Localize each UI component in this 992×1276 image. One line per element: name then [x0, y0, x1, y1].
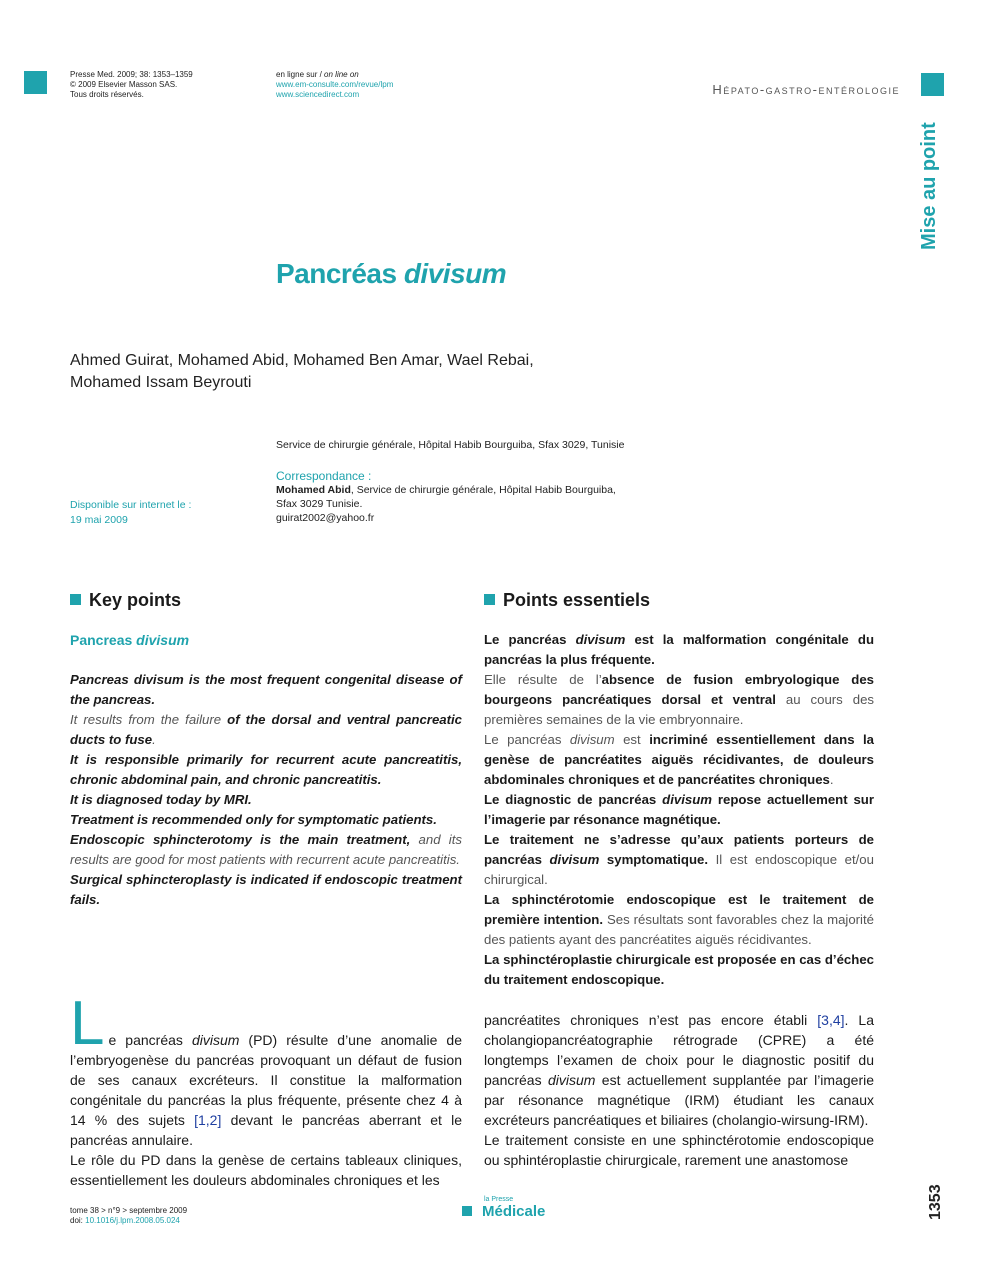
body-paragraph-3	[484, 1010, 874, 1130]
point-essentiel-7: La sphinctéroplastie chirurgicale est proposée en cas d’échec du traitement endoscopique.	[484, 952, 874, 987]
article-title	[276, 258, 506, 290]
key-point-6	[70, 830, 462, 870]
pe-2b: absence de fusion embryologique des bourgeons pancréatiques dorsal et ventral	[484, 672, 874, 707]
body-3b: . La cholangiopancréatographie rétrograde (CPRE) a été longtemps l’examen de choix pour le diagnostic positif du pancréas	[484, 1012, 874, 1088]
key-points-subtitle-plain: Pancreas	[70, 632, 133, 648]
body-paragraph-1	[70, 989, 462, 1150]
online-label-en: on line on	[324, 70, 359, 79]
pe-1b: divisum	[575, 632, 626, 647]
point-essentiel-6	[484, 890, 874, 950]
point-essentiel-3	[484, 730, 874, 790]
logo-small-text: la Presse	[484, 1196, 514, 1203]
logo-square-icon	[462, 1206, 472, 1216]
key-point-2a: It results from the failure	[70, 712, 222, 727]
journal-reference	[70, 70, 250, 100]
online-label: en ligne sur /	[276, 70, 322, 79]
key-point-6a: Endoscopic sphincterotomy is the main treatment,	[70, 832, 411, 847]
journal-rights: Tous droits réservés.	[70, 90, 144, 99]
pe-2c: au cours des premières semaines de la vie embryonnaire.	[484, 692, 874, 727]
body-1d: devant le pancréas aberrant et le pancréas annulaire.	[70, 1112, 462, 1148]
key-point-7: Surgical sphincteroplasty is indicated if endoscopic treatment fails.	[70, 872, 462, 907]
authors-line-2: Mohamed Issam Beyrouti	[70, 374, 252, 391]
key-points-subtitle-italic: divisum	[136, 632, 190, 648]
title-italic: divisum	[403, 258, 507, 289]
pe-1c: est la malformation congénitale du pancréas la plus fréquente.	[484, 632, 875, 667]
key-points-subtitle	[70, 632, 189, 648]
online-availability	[276, 70, 476, 100]
key-points-heading	[70, 590, 181, 611]
key-point-2c: .	[152, 732, 156, 747]
logo-big-text: Médicale	[482, 1203, 546, 1220]
body-1a: e pancréas	[108, 1032, 192, 1048]
availability	[70, 498, 240, 528]
correspondence	[276, 469, 696, 525]
point-essentiel-4	[484, 790, 874, 830]
key-point-1: Pancreas divisum is the most frequent congenital disease of the pancreas.	[70, 672, 462, 707]
corner-square-right	[921, 73, 944, 96]
key-point-6b: and its results are good for most patients with recurrent acute pancreatitis.	[70, 832, 462, 867]
pe-4b: divisum	[662, 792, 712, 807]
title-plain: Pancréas	[276, 258, 397, 289]
body-3d: est actuellement supplantée par l’imagerie par résonance magnétique (IRM) étudiant les canaux excréteurs pancréatiques et biliaires (cholangio-wirsung-IRM).	[484, 1072, 874, 1128]
pe-4a: Le diagnostic de pancréas	[484, 792, 663, 807]
key-point-4: It is diagnosed today by MRI.	[70, 792, 252, 807]
affiliation: Service de chirurgie générale, Hôpital Habib Bourguiba, Sfax 3029, Tunisie	[276, 439, 625, 451]
side-label: Mise au point	[918, 122, 940, 250]
point-essentiel-5	[484, 830, 874, 890]
key-point-2	[70, 710, 462, 750]
availability-date: 19 mai 2009	[70, 514, 128, 526]
body-paragraph-2: Le rôle du PD dans la genèse de certains tableaux cliniques, essentiellement les douleurs abdominales chroniques et les	[70, 1152, 462, 1188]
doi-link[interactable]: 10.1016/j.lpm.2008.05.024	[85, 1216, 180, 1225]
bullet-square-icon	[70, 594, 81, 605]
bullet-square-icon	[484, 594, 495, 605]
points-essentiels-heading-text: Points essentiels	[503, 590, 651, 610]
point-essentiel-1	[484, 630, 874, 670]
reference-link-1-2[interactable]: [1,2]	[194, 1112, 222, 1128]
pe-3b: divisum	[569, 732, 615, 747]
issue-info: tome 38 > n°9 > septembre 2009	[70, 1206, 188, 1215]
pe-6b: Ses résultats sont favorables chez la majorité des patients ayant des pancréatites aiguës récidivantes.	[484, 912, 874, 947]
doi-label: doi:	[70, 1216, 86, 1225]
body-column-left	[70, 989, 462, 1190]
corner-square-left	[24, 71, 47, 94]
reference-link-3-4[interactable]: [3,4]	[817, 1012, 845, 1028]
points-essentiels-text	[484, 630, 874, 990]
body-3a: pancréatites chroniques n’est pas encore établi	[484, 1012, 818, 1028]
journal-copyright: © 2009 Elsevier Masson SAS.	[70, 80, 178, 89]
correspondence-heading: Correspondance :	[276, 469, 372, 483]
section-label: Hépato-gastro-entérologie	[712, 82, 900, 97]
availability-label: Disponible sur internet le :	[70, 499, 192, 511]
body-3c: divisum	[547, 1072, 596, 1088]
pe-5d: Il est endoscopique et/ou chirurgical.	[484, 852, 874, 887]
correspondence-address-2: Sfax 3029 Tunisie.	[276, 498, 363, 510]
pe-3a: Le pancréas	[484, 732, 570, 747]
pe-4c: repose actuellement sur l’imagerie par résonance magnétique.	[484, 792, 874, 827]
pe-5c: symptomatique.	[599, 852, 709, 867]
pe-6a: La sphinctérotomie endoscopique est le traitement de première intention.	[484, 892, 874, 927]
key-point-5: Treatment is recommended only for symptomatic patients.	[70, 812, 437, 827]
points-essentiels-heading	[484, 590, 650, 611]
pe-3c: est	[614, 732, 650, 747]
point-essentiel-2	[484, 670, 874, 730]
pe-1a: Le pancréas	[484, 632, 576, 647]
page-number: 1353	[927, 1184, 944, 1220]
key-points-text	[70, 670, 462, 910]
key-point-2b: of the dorsal and ventral pancreatic ducts to fuse	[70, 712, 462, 747]
footer-issue	[70, 1206, 290, 1226]
correspondence-address-1: , Service de chirurgie générale, Hôpital Habib Bourguiba,	[350, 484, 616, 496]
pe-3e: .	[829, 772, 834, 787]
key-points-heading-text: Key points	[89, 590, 182, 610]
pe-5b: divisum	[549, 852, 600, 867]
pe-5a: Le traitement ne s’adresse qu’aux patients porteurs de pancréas	[484, 832, 874, 867]
url-em-consulte[interactable]: www.em-consulte.com/revue/lpm	[276, 80, 394, 89]
authors	[70, 350, 630, 394]
pe-2a: Elle résulte de l’	[484, 672, 602, 687]
url-sciencedirect[interactable]: www.sciencedirect.com	[276, 90, 360, 99]
key-point-3: It is responsible primarily for recurrent acute pancreatitis, chronic abdominal pain, and chronic pancreatitis.	[70, 752, 462, 787]
body-paragraph-4: Le traitement consiste en une sphinctérotomie endoscopique ou sphintéroplastie chirurgicale, rarement une anastomose	[484, 1132, 874, 1168]
drop-cap: L	[70, 989, 105, 1058]
body-1b: divisum	[191, 1032, 240, 1048]
authors-line-1: Ahmed Guirat, Mohamed Abid, Mohamed Ben Amar, Wael Rebai,	[70, 352, 534, 369]
correspondence-email[interactable]: guirat2002@yahoo.fr	[276, 512, 375, 524]
journal-citation: Presse Med. 2009; 38: 1353–1359	[70, 70, 193, 79]
correspondence-name: Mohamed Abid	[276, 484, 351, 496]
journal-logo	[462, 1196, 545, 1221]
body-1c: (PD) résulte d’une anomalie de l’embryogenèse du pancréas provoquant un défaut de fusion de ses canaux excréteurs. Il constitue la malformation congénitale du pancréas la plus fréquente, présente chez 4 à 14 % des sujets	[70, 1032, 462, 1128]
pe-3d: incriminé essentiellement dans la genèse de pancréatites aiguës récidivantes, de douleurs abdominales chroniques et de pancréatites chroniques	[484, 732, 875, 787]
body-column-right	[484, 1010, 874, 1170]
